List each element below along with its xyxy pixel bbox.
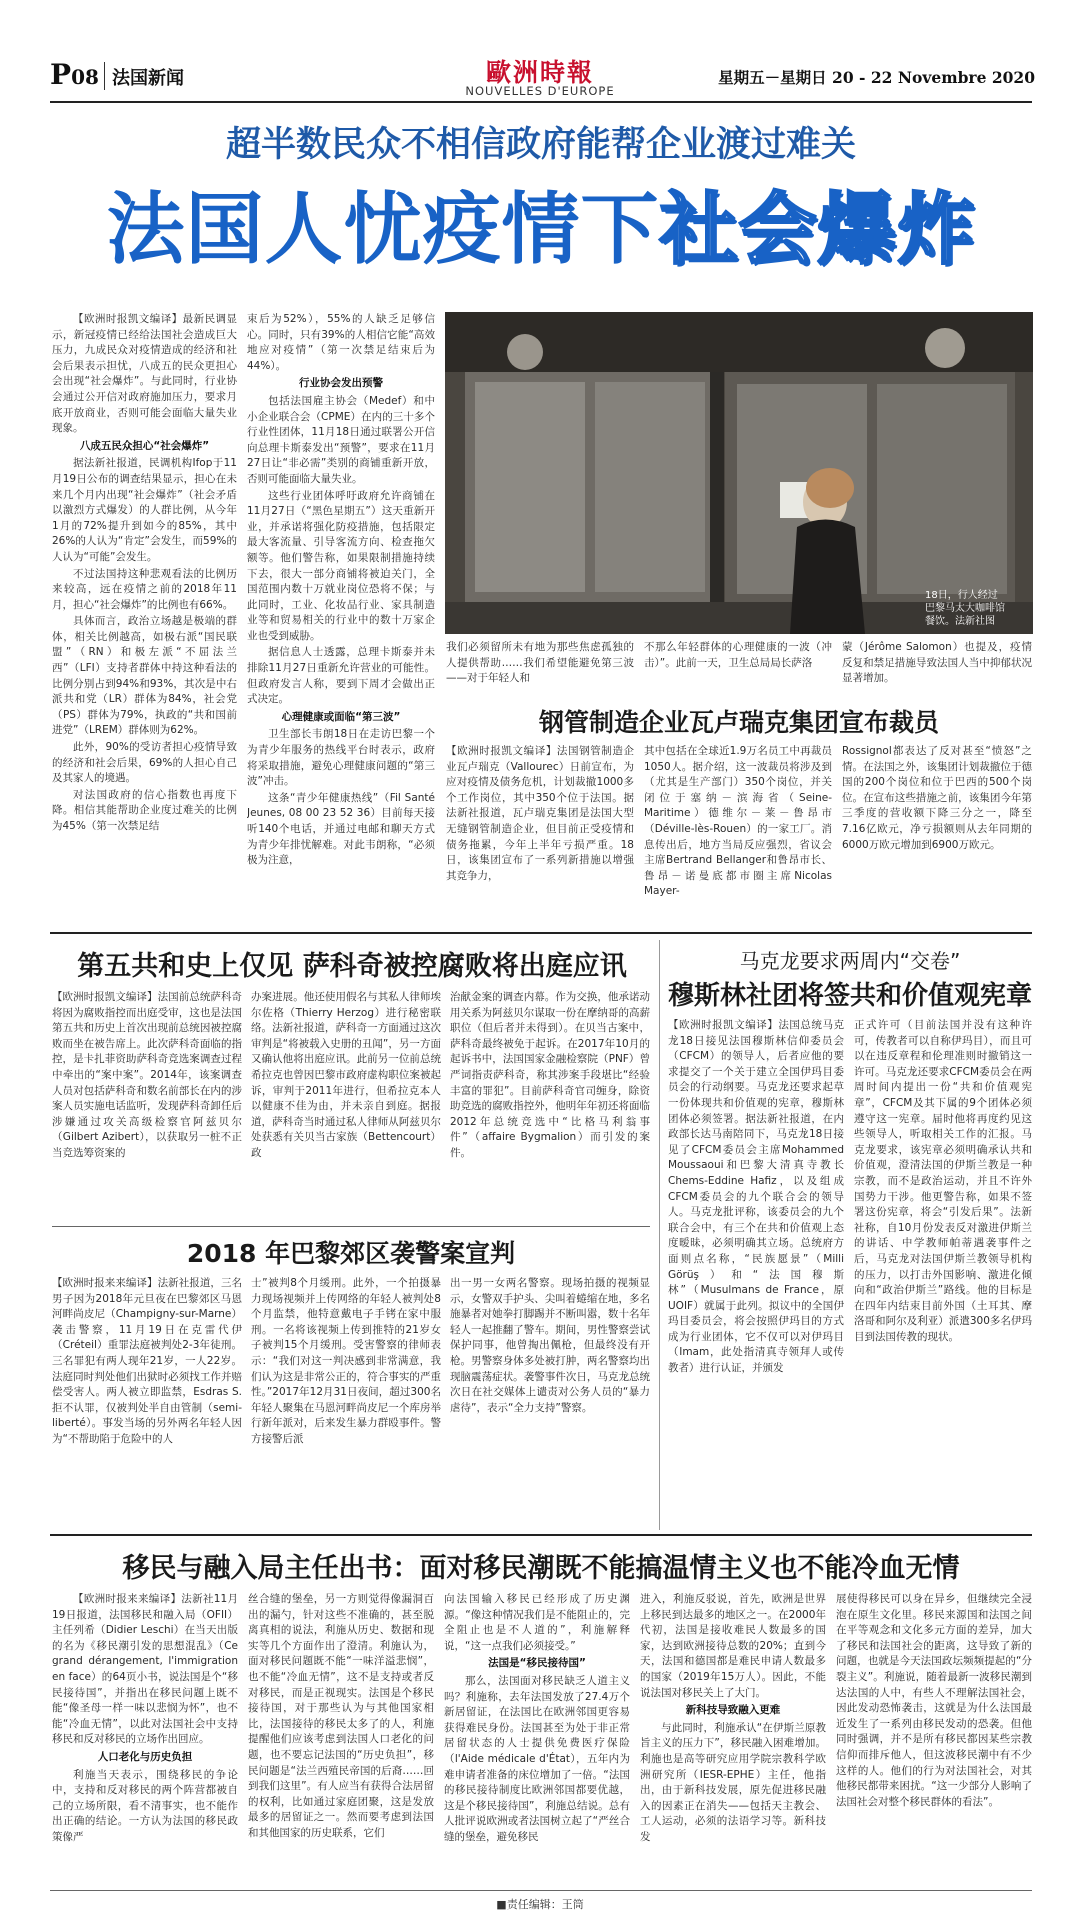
- logo-fr: NOUVELLES D'EUROPE: [465, 84, 615, 98]
- sarkozy-headline: 第五共和史上仅见 萨科奇被控腐败将出庭应讯: [77, 951, 627, 982]
- lead-column-1: [52, 312, 237, 924]
- photo-caption-line: 18日，行人经过: [925, 590, 998, 601]
- photo-caption-line: 餐饮。法新社图: [925, 616, 995, 627]
- sarkozy-column-3: [450, 990, 650, 1222]
- subhead: 新科技导致融入更难: [685, 1704, 781, 1717]
- paragraph: 丝合缝的堡垒，另一方则觉得像漏洞百出的漏勺，针对这些不准确的，甚至脱离真相的说法，利施从历史、数据和现实等几个方面作出了澄清。利施认为，面对移民问题既不能“一味洋溢悲悯”，也不能“冷血无情”，这不是支持或者反对移民，而是正视现实。法国是个移民接待国，对于那些认为与其他国家相比，法国接待的移民太多了的人，利施提醒他们应该考虑到法国人口老化的问题，也不要忘记法国的“历史负担”，移民问题是“法兰西殖民帝国的后裔……回到我们这里”。有人应当有获得合法居留的权利，比如通过家庭团聚，这是发放最多的居留证之一。然而要考虑到法国和其他国家的历史联系，它们: [248, 1593, 434, 1839]
- paragraph: 【欧洲时报凯文编译】最新民调显示，新冠疫情已经给法国社会造成巨大压力，九成民众对疫情造成的经济和社会后果表示担忧，八成五的民众更担心会出现“社会爆炸”。与此同时，行业协会通过公开信对政府施加压力，要求月底开放商业，否则可能会面临大量失业现象。: [52, 313, 237, 435]
- lead-headline: [50, 182, 1032, 278]
- paragraph: 办案进展。他还使用假名与其私人律师埃尔佐格（Thierry Herzog）进行秘密联络。法新社报道，萨科奇一方面通过这次审判是“将被载入史册的丑闻”，另一方面又确认他将出庭应讯。此前另一位前总统希拉克也曾因巴黎市政府虚构职位案被起诉，审判于2011年进行，但希拉克本人以健康不佳为由，并未亲自到庭。据报道，萨科奇当时通过私人律师从阿兹贝尔处获悉有关贝当古家族（Bettencourt）政: [251, 991, 441, 1159]
- vallourec-column-1: [446, 744, 634, 924]
- paris-column-1: [52, 1276, 242, 1528]
- page-number-divider: [104, 62, 105, 90]
- lead-kicker: 超半数民众不相信政府能帮企业渡过难关: [225, 124, 856, 165]
- editor-credit: ■责任编辑：王筒: [496, 1898, 584, 1911]
- page-number: [50, 58, 99, 91]
- vallourec-column-3: [842, 744, 1032, 924]
- column-divider: [659, 940, 660, 1530]
- migration-column-1: [52, 1592, 238, 1884]
- paragraph: 包括法国雇主协会（Medef）和中小企业联合会（CPME）在内的三十多个行业性团体，11月18日通过联署公开信向总理卡斯泰发出“预警”，要求在11月27日让“非必需”类别的商铺重新开放，否则可能面临大量失业。: [247, 394, 435, 485]
- subhead: 心理健康或面临“第三波”: [281, 710, 401, 723]
- subhead: 法国是“移民接待国”: [488, 1657, 586, 1670]
- paragraph: 这些行业团体呼吁政府允许商铺在11月27日（“黑色星期五”）这天重新开业，并承诺将强化防疫措施，包括限定最大客流量、引导客流方向、检查拖欠额等。他们警告称，如果限制措施持续下去，很大一部分商铺将被迫关门，全国范围内数十万就业岗位恐将不保；与此同时，工业、化妆品行业、家具制造业等和贸易相关的行业中的数十万家企业也受到威胁。: [247, 489, 435, 642]
- paragraph: 展使得移民可以身在异乡，但继续完全浸泡在原生文化里。移民来源国和法国之间在平等观念和文化多元方面的差异，加大了移民和法国社会的距离，这导致了新的问题，也就是今天法国政坛频频提起的“分裂主义”。利施说，随着最新一波移民潮到达法国的人中，有些人不理解法国社会，因此发动恐怖袭击，这就是为什么法国最近发生了一系列由移民发动的恐袭。但他同时强调，并不是所有移民都因某些宗教信仰而排斥他人，但这波移民潮中有不少这样的人。他们的行为对法国社会，对其他移民都带来困扰。“这一少部分人影响了法国社会对整个移民群体的看法”。: [836, 1593, 1032, 1808]
- section-label: 法国新闻: [112, 68, 184, 89]
- page-num: 08: [71, 65, 99, 89]
- lead-headline-part-b: 社会爆炸: [659, 185, 976, 275]
- paragraph: 治献金案的调查内幕。作为交换，他承诺动用关系为阿兹贝尔谋取一份在摩纳哥的高薪职位（但后者并未得到）。在贝当古案中，萨科奇最终被免于起诉。在2017年10月的起诉书中，法国国家金融检察院（PNF）曾严词指责萨科奇，称其涉案手段堪比“经验丰富的罪犯”。目前萨科奇官司缠身，除资助竞选的腐败指控外，他明年年初还将面临2012年总统竞选中“比格马利翁事件”（affaire Bygmalion）而引发的案件。: [450, 991, 650, 1159]
- paragraph: 不过法国持这种悲观看法的比例历来较高，远在疫情之前的2018年11月，担心“社会爆炸”的比例也有66%。: [52, 567, 237, 611]
- paragraph: 束后为52%），55%的人缺乏足够信心。同时，只有39%的人相信它能“高效地应对疫情”（第一次禁足结束后为44%）。: [247, 313, 435, 372]
- lead-continuation-1: [446, 640, 634, 698]
- paragraph: 与此同时，利施承认“在伊斯兰原教旨主义的压力下”，移民融入困难增加。利施也是高等研究应用学院宗教科学欧洲研究所（IESR-EPHE）主任，他指出，由于新科技发展，原先促进移民融入的因素正在消失——包括天主教会、工人运动，必须的法语学习等。新科技发: [640, 1721, 826, 1843]
- muslim-headline: 穆斯林社团将签共和价值观宪章: [668, 981, 1033, 1011]
- paragraph: 【欧洲时报凯文编译】法国钢管制造企业瓦卢瑞克（Vallourec）日前宣布，为应对疫情及债务危机，计划裁撤1000多个工作岗位，其中350个位于法国。据法新社报道，瓦卢瑞克集团是法国大型无缝钢管制造企业，但目前正受疫情和债务拖累，今年上半年亏损严重。18日，该集团宣布了一系列新措施以增强其竞争力，: [446, 745, 634, 882]
- paragraph: 那么，法国面对移民缺乏人道主义吗？利施称，去年法国发放了27.4万个新居留证，在法国比在欧洲邻国更容易获得难民身份。法国甚至为处于非正常居留状态的人士提供免费医疗保险（l'Aide médicale d'État），五年内为难申请者准备的床位增加了一倍。“法国的移民接待制度比欧洲邻国都要优越，这是个移民接待国”，利施总结说。总有人批评说欧洲或者法国树立起了“严丝合缝的堡垒，避免移民: [444, 1674, 630, 1843]
- paragraph: 具体而言，政治立场越是极端的群体，相关比例越高，如极右派“国民联盟”（RN）和极左派“不屈法兰西”（LFI）支持者群体中持这种看法的比例分别占到94%和93%，其次是中右派共和党（LR）群体为84%，社会党（PS）群体为79%，执政的“共和国前进党”（LREM）群体则为62%。: [52, 615, 237, 737]
- muslim-column-2: [854, 1018, 1032, 1528]
- lead-continuation-2: [644, 640, 832, 698]
- muslim-kicker: 马克龙要求两周内“交卷”: [739, 949, 961, 973]
- paragraph: 蒙（Jérôme Salomon）也提及，疫情反复和禁足措施导致法国人当中抑郁状况显著增加。: [842, 641, 1032, 685]
- paragraph: 据信息人士透露，总理卡斯泰并未排除11月27日重新允许营业的可能性。但政府发言人称，要到下周才会做出正式决定。: [247, 646, 435, 706]
- lead-headline-part-a: 法国人忧疫情下: [106, 185, 660, 275]
- vallourec-headline: 钢管制造企业瓦卢瑞克集团宣布裁员: [538, 708, 939, 737]
- muslim-column-1: [668, 1018, 844, 1528]
- subhead: 八成五民众担心“社会爆炸”: [79, 439, 210, 452]
- paragraph: 其中包括在全球近1.9万名员工中再裁员1050人。据介绍，这一波裁员将涉及到（尤其是生产部门）350个岗位，并关闭位于塞纳－滨海省（Seine-Maritime）德维尔－莱－鲁昂市（Déville-lès-Rouen）的一家工厂。消息传出后，地方当局反应强烈，省议会主席Bertrand Bellanger和鲁昂市长、鲁昂－诺曼底都市圈主席Nicolas Mayer-: [644, 745, 832, 898]
- paragraph: 对法国政府的信心指数也再度下降。相信其能帮助企业度过难关的比例为45%（第一次禁足结: [52, 788, 237, 832]
- section-rule: [50, 932, 1032, 934]
- subhead: 人口老化与历史负担: [97, 1750, 193, 1763]
- section-rule: [50, 1534, 1032, 1536]
- section-rule: [52, 1226, 650, 1227]
- paris-column-3: [450, 1276, 650, 1528]
- photo-caption: [925, 589, 1025, 628]
- paragraph: 不那么年轻群体的心理健康的一波（冲击）”。此前一天，卫生总局局长萨洛: [644, 641, 832, 669]
- masthead: [0, 0, 1080, 100]
- paragraph: 卫生部长韦朗18日在走访巴黎一个为青少年服务的热线平台时表示，政府将采取措施，避免心理健康问题的“第三波”冲击。: [247, 728, 435, 788]
- migration-column-4: [640, 1592, 826, 1884]
- paragraph: 正式许可（目前法国并没有这种许可，传教者可以自称伊玛目），而且可以在违反章程和伦理准则时撤销这一许可。马克龙还要求CFCM委员会在两周时间内提出一份“共和价值观宪章”，CFCM及其下属的9个团体必须遵守这一宪章。届时他将再度约见这些领导人，听取相关工作的汇报。马克龙要求，该宪章必须明确承认共和价值观，澄清法国的伊斯兰教是一种宗教，而不是政治运动，并且不许外国势力干涉。他更警告称，如果不签署这份宪章，将会“引发后果”。法新社称，自10月份发表反对激进伊斯兰的讲话、中学教师帕蒂遇袭事件之后，马克龙对法国伊斯兰教领导机构的压力，以打击外国影响、激进化倾向和“政治伊斯兰”路线。他的目标是在四年内结束目前外国（土耳其、摩洛哥和阿尔及利亚）派遣300多名伊玛目到法国传教的现状。: [854, 1019, 1032, 1343]
- paragraph: 【欧洲时报凯文编译】法国总统马克龙18日接见法国穆斯林信仰委员会（CFCM）的领导人，后者应他的要求提交了一个关于建立全国伊玛目委员会的行动纲要。马克龙还要求起草一份体现共和价值观的宪章，穆斯林团体必须签署。据法新社报道，在内政部长达马南陪同下，马克龙18日接见了CFCM委员会主席Mohammed Moussaoui和巴黎大清真寺教长Chems-Eddine Hafiz，以及组成CFCM委员会的九个联合会的领导人。马克龙批评称，该委员会的九个联合会中，有三个在共和价值观上态度暧昧，必须明确其立场。总统府方面则点名称，“民族愿景”（Milli Görüş）和“法国穆斯林”（Musulmans de France，原UOIF）就属于此列。拟议中的全国伊玛目委员会，将会按照伊玛目的方式成为行业团体，它不仅可以对伊玛目（Imam，此处指清真寺领拜人或传教者）进行认证，并颁发: [668, 1019, 844, 1375]
- paris-column-2: [251, 1276, 441, 1528]
- paragraph: 【欧洲时报来来编译】法新社11月19日报道，法国移民和融入局（OFII）主任列希（Didier Leschi）在当天出版的名为《移民潮引发的思想混乱》（Ce grand dérangement, l'immigration en face）的64页小书，说法国是个“移民接待国”，并指出在移民问题上既不能“像圣母一样一味以悲悯为怀”，也不能“冷血无情”，以此对法国社会中支持移民和反对移民的立场作出回应。: [52, 1593, 238, 1746]
- vallourec-column-2: [644, 744, 832, 924]
- sarkozy-column-1: [52, 990, 242, 1222]
- paragraph: 【欧洲时报凯文编译】法国前总统萨科奇将因为腐败指控而出庭受审，这也是法国第五共和历史上首次出现前总统因被控腐败而坐在被告席上。此次萨科奇面临的指控，是卡扎菲资助萨科奇竞选案调查过程中牵出的“案中案”。2014年，该案调查人员对包括萨科奇和数名前部长在内的涉案人员实施电话监听，发现萨科奇卸任后涉嫌通过攻关高级检察官阿兹贝尔（Gilbert Azibert），以获取另一桩不正当竞选筹资案的: [52, 991, 242, 1159]
- paris-headline: 2018 年巴黎郊区袭警案宣判: [186, 1239, 516, 1268]
- paragraph: 进入，利施反驳说，首先，欧洲是世界上移民到达最多的地区之一。在2000年代初，法国是接收难民人数最多的国家，达到欧洲接待总数的20%；直到今天，法国和德国都是难民申请人数最多的国家（2019年15万人）。因此，不能说法国对移民关上了大门。: [640, 1593, 826, 1699]
- subhead: 行业协会发出预警: [299, 377, 383, 390]
- paragraph: 我们必须留所未有地为那些焦虑孤独的人提供帮助……我们希望能避免第三波——对于年轻人和: [446, 641, 634, 685]
- paragraph: 士”被判8个月缓刑。此外，一个拍摄暴力现场视频并上传网络的年轻人被判处8个月监禁，他特意戴电子手铐在家中服刑。一名将该视频上传到推特的21岁女子被判15个月缓刑。受害警察的律师表示：“我们对这一判决感到非常满意，我们认为这是非常公正的，符合事实的严重性。”2017年12月31日夜间，超过300名年轻人聚集在马恩河畔尚皮尼一个库房举行新年派对，后来发生暴力群殴事件。警方接警后派: [251, 1277, 441, 1445]
- paragraph: 【欧洲时报来来编译】法新社报道，三名男子因为2018年元旦夜在巴黎郊区马恩河畔尚皮尼（Champigny-sur-Marne）袭击警察，11月19日在克雷代伊（Créteil）重罪法庭被判处2-3年徒刑。三名罪犯有两人现年21岁，一人22岁。法庭同时判处他们出狱时必须找工作并赔偿受害人。两人被立即监禁，Esdras S.拒不认罪，仅被判处半自由管制（semi-liberté）。事发当场的另外两名年轻人因为“不帮助陷于危险中的人: [52, 1277, 242, 1445]
- paragraph: Rossignol都表达了反对甚至“愤怒”之情。在法国之外，该集团计划裁撤位于德国的200个岗位和位于巴西的500个岗位。在宣布这些措施之前，该集团今年第三季度的营收额下降三分之一，降至7.16亿欧元，净亏损额则从去年同期的6000万欧元增加到6900万欧元。: [842, 745, 1032, 851]
- sarkozy-column-2: [251, 990, 441, 1222]
- paragraph: 此外，90%的受访者担心疫情导致的经济和社会后果，69%的人担心自己及其家人的境遇。: [52, 741, 237, 785]
- logo-cn: 歐洲時報: [485, 58, 594, 87]
- paragraph: 向法国输入移民已经形成了历史渊源。“像这种情况我们是不能阻止的，完全阻止也是不人道的”，利施解释说，“这一点我们必须接受。”: [444, 1593, 630, 1652]
- paragraph: 据法新社报道，民调机构Ifop于11月19日公布的调查结果显示，担心在未来几个月内出现“社会爆炸”（社会矛盾以激烈方式爆发）的人群比例，从今年1月的72%提升到如今的85%，其中26%的人认为“肯定”会发生，而59%的人认为“可能”会发生。: [52, 457, 237, 563]
- photo-caption-line: 巴黎马太大咖啡馆: [925, 603, 1005, 614]
- migration-column-5: [836, 1592, 1032, 1884]
- issue-date: 星期五－星期日 20 - 22 Novembre 2020: [718, 68, 1035, 87]
- page-letter: P: [50, 58, 72, 91]
- migration-column-2: [248, 1592, 434, 1884]
- lead-column-2: [247, 312, 435, 924]
- paragraph: 利施当天表示，围绕移民的争论中，支持和反对移民的两个阵营都被自己的立场所限，看不清事实，也不能作出正确的结论。一方认为法国的移民政策像严: [52, 1768, 238, 1843]
- lead-photo: [445, 312, 1033, 634]
- migration-column-3: [444, 1592, 630, 1884]
- paragraph: 出一男一女两名警察。现场拍摄的视频显示，女警双手护头、尖叫着蜷缩在地，多名施暴者对她拳打脚踢并不断叫嚣，数十名年轻人一起推翻了警车。期间，男性警察尝试保护同事，他曾掏出佩枪，但最终没有开枪。男警察身体多处被打肿，两名警察均出现脑震荡症状。袭警事件次日，马克龙总统次日在社交媒体上谴责对公务人员的“暴力虐待”，表示“全力支持”警察。: [450, 1277, 650, 1414]
- cafe-photo-illustration: [445, 312, 1033, 634]
- masthead-rule: [50, 101, 1032, 103]
- paragraph: 这条“青少年健康热线”（Fil Santé Jeunes, 08 00 23 52 36）目前每天接听140个电话，并通过电邮和聊天方式为青少年排忧解难。对此韦朗称，“必须极为注意，: [247, 791, 435, 867]
- lead-continuation-3: [842, 640, 1032, 698]
- migration-headline: 移民与融入局主任出书：面对移民潮既不能搞温情主义也不能冷血无情: [122, 1553, 960, 1584]
- footer-rule: [50, 1890, 1032, 1891]
